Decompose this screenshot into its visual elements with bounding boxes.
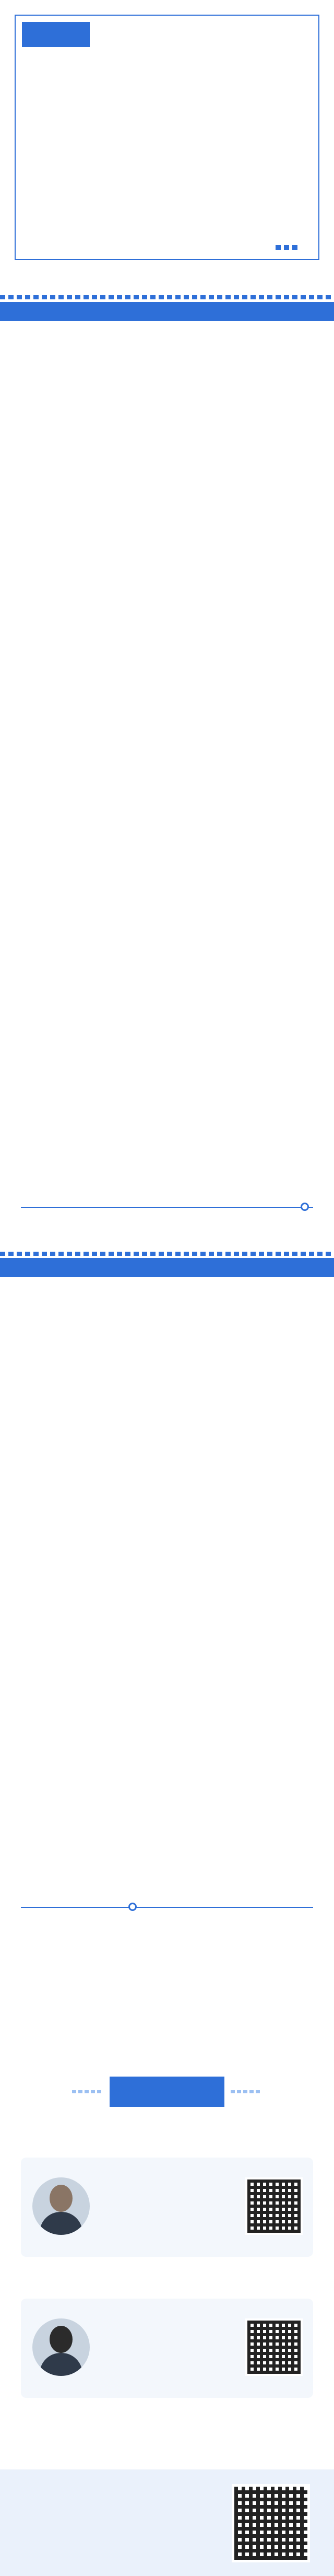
editor-card-frame — [15, 15, 319, 260]
editor-note-tab — [22, 22, 90, 47]
avatar — [32, 2318, 90, 2376]
section2-heading — [0, 1258, 334, 1277]
section2-divider — [21, 1907, 313, 1908]
avatar — [32, 2177, 90, 2235]
qr-code-icon — [245, 2177, 303, 2235]
footer-qr-code-icon — [232, 2484, 310, 2562]
corner-decoration-icon — [276, 242, 312, 255]
footer — [0, 2469, 334, 2576]
lawyer-card — [21, 2299, 313, 2398]
section1-stripe — [0, 295, 334, 299]
divider-dot-icon — [301, 1203, 309, 1211]
section1-divider — [21, 1207, 313, 1208]
section2-body — [31, 1314, 303, 1330]
lawyer-card — [21, 2158, 313, 2257]
lawyer-intro-title — [110, 2077, 224, 2107]
editor-note — [15, 15, 319, 260]
section1-heading — [0, 302, 334, 321]
section2-stripe — [0, 1252, 334, 1256]
qr-code-icon — [245, 2318, 303, 2376]
section1-body — [31, 384, 303, 400]
divider-dot-icon — [128, 1903, 137, 1911]
